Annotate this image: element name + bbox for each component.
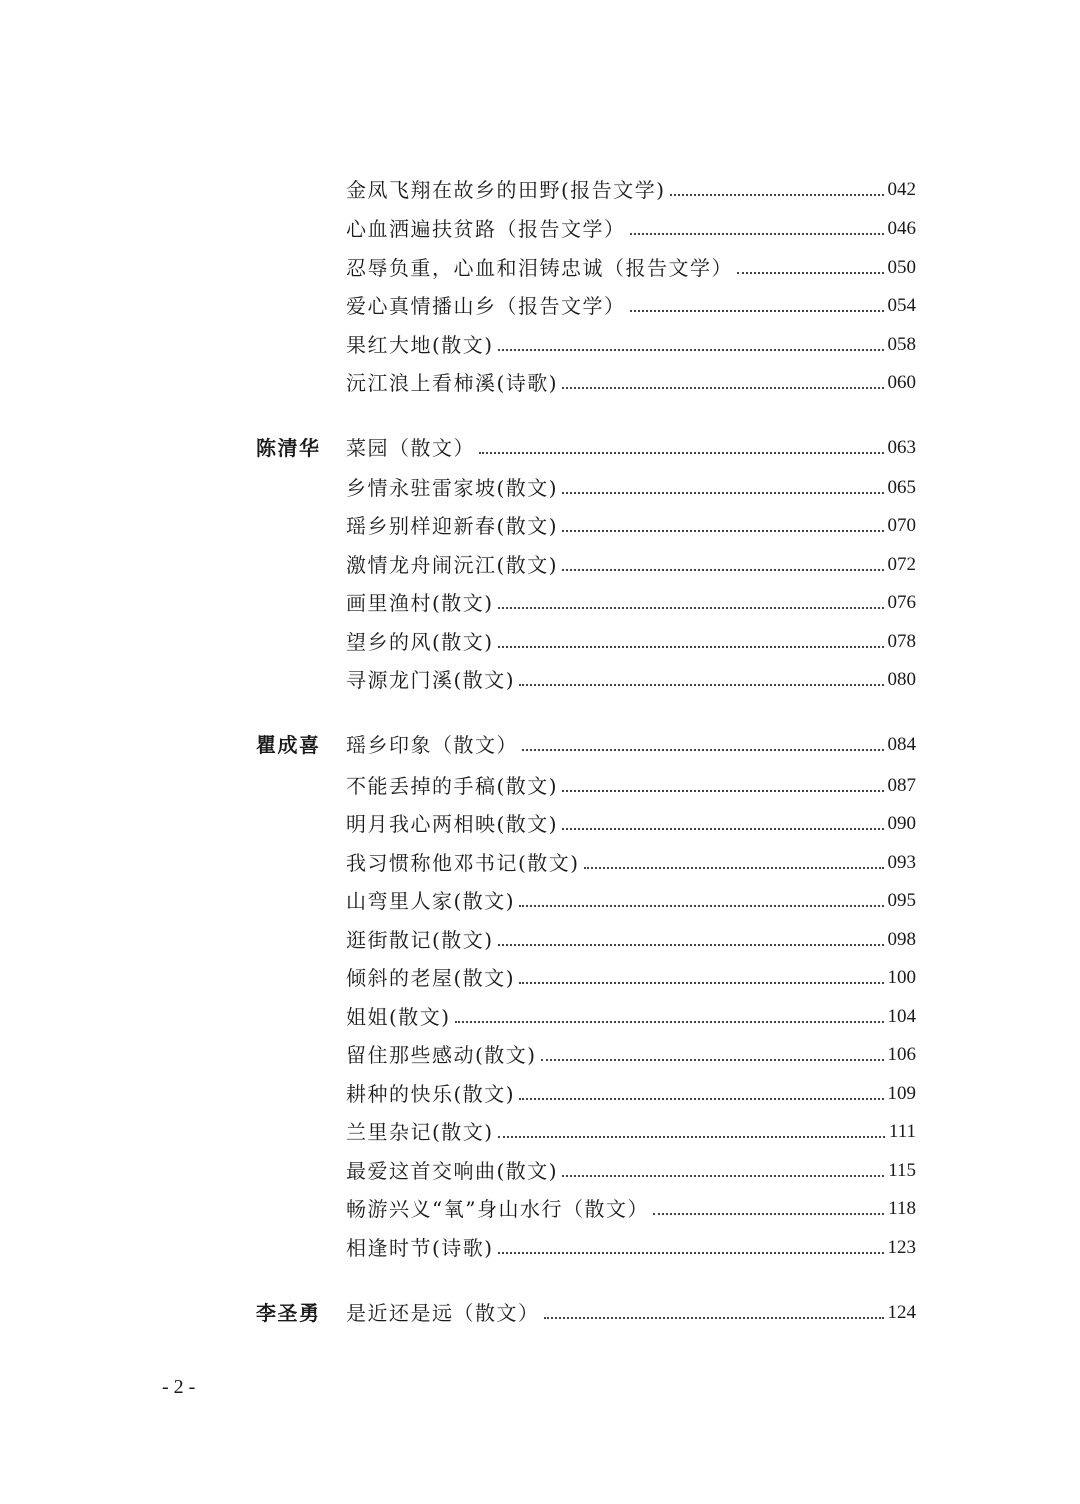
entry-title: 金凤飞翔在故乡的田野(报告文学) xyxy=(346,178,666,202)
entry-title: 瑶乡别样迎新春(散文) xyxy=(346,514,559,538)
toc-entry xyxy=(346,211,916,241)
entry-title: 兰里杂记(散文) xyxy=(346,1120,494,1144)
toc-entry xyxy=(346,1230,916,1260)
toc-entry xyxy=(346,250,916,280)
entry-title: 姐姐(散文) xyxy=(346,1005,451,1029)
dot-leader xyxy=(562,828,883,830)
entry-title: 忍辱负重，心血和泪铸忠诚（报告文学） xyxy=(346,256,733,280)
entry-page: 072 xyxy=(887,554,916,575)
dot-leader xyxy=(522,749,884,751)
entry-title: 是近还是远（散文） xyxy=(346,1301,540,1325)
toc-entry xyxy=(346,470,916,500)
toc-entry xyxy=(346,508,916,538)
page-number: - 2 - xyxy=(162,1376,196,1398)
entry-title: 相逢时节(诗歌) xyxy=(346,1236,494,1260)
entry-title: 山弯里人家(散文) xyxy=(346,889,516,913)
entry-title: 激情龙舟闹沅江(散文) xyxy=(346,553,559,577)
dot-leader xyxy=(519,982,883,984)
toc-entry xyxy=(346,327,916,357)
entry-title: 沅江浪上看柿溪(诗歌) xyxy=(346,371,559,395)
entry-page: 042 xyxy=(887,179,916,200)
toc-entry xyxy=(346,727,916,757)
entry-title: 畅游兴义“氧”身山水行（散文） xyxy=(346,1197,649,1221)
dot-leader xyxy=(479,452,884,454)
entry-page: 087 xyxy=(887,775,916,796)
dot-leader xyxy=(519,684,883,686)
entry-page: 109 xyxy=(887,1083,916,1104)
entry-title: 寻源龙门溪(散文) xyxy=(346,668,516,692)
dot-leader xyxy=(562,387,883,389)
entry-page: 115 xyxy=(888,1160,916,1181)
entry-page: 098 xyxy=(887,929,916,950)
toc-entry xyxy=(346,1191,916,1221)
dot-leader xyxy=(653,1213,884,1215)
entry-title: 瑶乡印象（散文） xyxy=(346,733,518,757)
dot-leader xyxy=(630,233,884,235)
toc-entry xyxy=(346,806,916,836)
entry-page: 084 xyxy=(887,734,916,755)
entry-page: 095 xyxy=(887,890,916,911)
dot-leader xyxy=(455,1021,884,1023)
dot-leader xyxy=(630,310,884,312)
entry-title: 最爱这首交响曲(散文) xyxy=(346,1159,559,1183)
dot-leader xyxy=(498,944,884,946)
entry-title: 留住那些感动(散文) xyxy=(346,1043,537,1067)
dot-leader xyxy=(584,867,884,869)
toc-entry xyxy=(346,1076,916,1106)
entry-title: 明月我心两相映(散文) xyxy=(346,812,559,836)
entry-page: 076 xyxy=(887,592,916,613)
entry-title: 倾斜的老屋(散文) xyxy=(346,966,516,990)
entry-page: 078 xyxy=(887,631,916,652)
entry-page: 093 xyxy=(887,852,916,873)
toc-entry xyxy=(346,999,916,1029)
entry-title: 果红大地(散文) xyxy=(346,333,494,357)
entry-page: 111 xyxy=(888,1121,916,1142)
dot-leader xyxy=(562,1175,884,1177)
entry-title: 逛街散记(散文) xyxy=(346,928,494,952)
entry-page: 123 xyxy=(887,1237,916,1258)
dot-leader xyxy=(670,194,884,196)
entry-title: 爱心真情播山乡（报告文学） xyxy=(346,294,626,318)
entry-page: 070 xyxy=(887,515,916,536)
entry-title: 心血洒遍扶贫路（报告文学） xyxy=(346,217,626,241)
toc-entry xyxy=(346,768,916,798)
dot-leader xyxy=(519,1098,883,1100)
entry-title: 不能丢掉的手稿(散文) xyxy=(346,774,559,798)
dot-leader xyxy=(498,1252,884,1254)
toc-entry xyxy=(346,960,916,990)
entry-page: 046 xyxy=(887,218,916,239)
toc-entry xyxy=(346,1153,916,1183)
dot-leader xyxy=(562,492,883,494)
dot-leader xyxy=(544,1317,884,1319)
toc-entry xyxy=(346,883,916,913)
entry-page: 065 xyxy=(887,477,916,498)
entry-page: 050 xyxy=(887,257,916,278)
entry-page: 106 xyxy=(887,1044,916,1065)
dot-leader xyxy=(737,272,884,274)
entry-title: 我习惯称他邓书记(散文) xyxy=(346,851,580,875)
entry-page: 080 xyxy=(887,669,916,690)
toc-entry xyxy=(346,662,916,692)
toc-entry xyxy=(346,585,916,615)
entry-title: 望乡的风(散文) xyxy=(346,630,494,654)
dot-leader xyxy=(519,905,883,907)
dot-leader xyxy=(498,349,884,351)
dot-leader xyxy=(562,569,883,571)
toc-entry xyxy=(346,922,916,952)
dot-leader xyxy=(498,1136,885,1138)
entry-page: 058 xyxy=(887,334,916,355)
author-name: 李圣勇 xyxy=(256,1301,321,1325)
toc-entry xyxy=(346,845,916,875)
entry-page: 118 xyxy=(888,1198,916,1219)
toc-entry xyxy=(346,1037,916,1067)
toc-entry xyxy=(346,365,916,395)
entry-page: 104 xyxy=(887,1006,916,1027)
author-name: 瞿成喜 xyxy=(256,733,321,757)
entry-page: 090 xyxy=(887,813,916,834)
toc-entry xyxy=(346,624,916,654)
toc-entry xyxy=(346,1295,916,1325)
entry-page: 054 xyxy=(887,295,916,316)
dot-leader xyxy=(498,607,884,609)
dot-leader xyxy=(541,1059,884,1061)
entry-page: 100 xyxy=(887,967,916,988)
entry-title: 耕种的快乐(散文) xyxy=(346,1082,516,1106)
toc-entry xyxy=(346,430,916,460)
toc-entry xyxy=(346,547,916,577)
entry-title: 乡情永驻雷家坡(散文) xyxy=(346,476,559,500)
dot-leader xyxy=(498,646,884,648)
toc-entry xyxy=(346,288,916,318)
dot-leader xyxy=(562,790,883,792)
author-name: 陈清华 xyxy=(256,436,321,460)
entry-title: 菜园（散文） xyxy=(346,436,475,460)
toc-entry xyxy=(346,172,916,202)
dot-leader xyxy=(562,530,883,532)
entry-page: 124 xyxy=(887,1302,916,1323)
entry-page: 060 xyxy=(887,372,916,393)
entry-page: 063 xyxy=(887,437,916,458)
toc-entry xyxy=(346,1114,916,1144)
entry-title: 画里渔村(散文) xyxy=(346,591,494,615)
